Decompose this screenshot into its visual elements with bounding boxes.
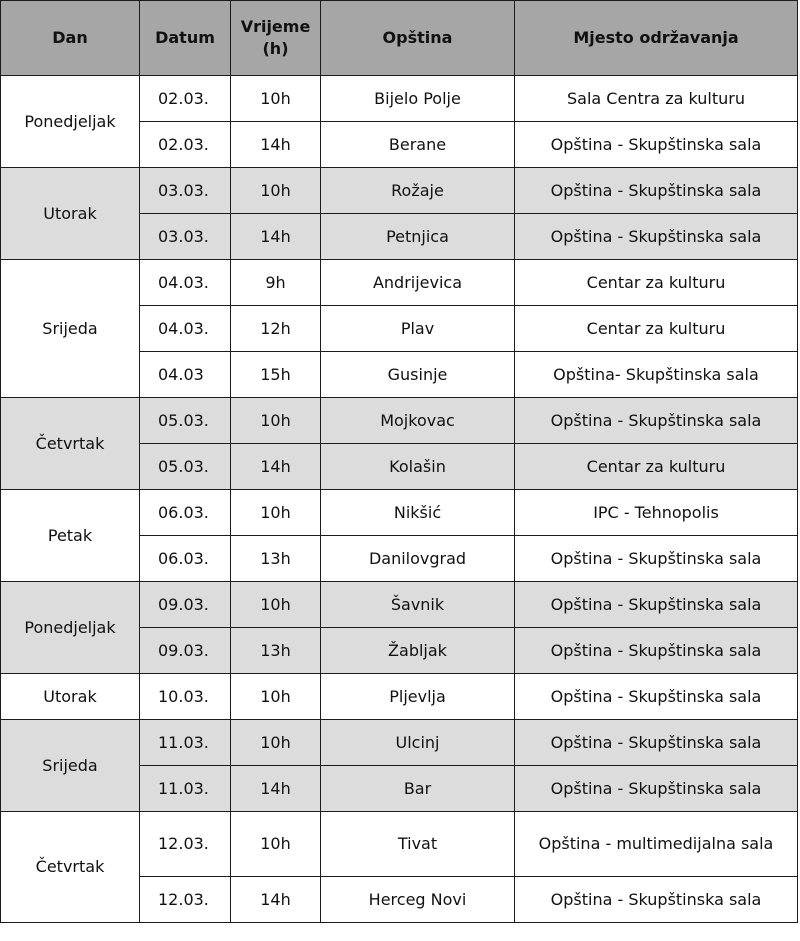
municipality-cell: Andrijevica (321, 260, 515, 306)
header-vrijeme: Vrijeme (h) (231, 1, 321, 76)
time-cell: 10h (231, 812, 321, 877)
municipality-cell: Petnjica (321, 214, 515, 260)
municipality-cell: Nikšić (321, 490, 515, 536)
venue-cell: Opština - Skupštinska sala (515, 877, 798, 923)
time-cell: 14h (231, 444, 321, 490)
venue-cell: Opština - Skupštinska sala (515, 720, 798, 766)
table-row (1, 260, 798, 306)
header-opstina: Opština (321, 1, 515, 76)
venue-cell: Opština - Skupštinska sala (515, 536, 798, 582)
date-cell: 03.03. (140, 168, 231, 214)
day-cell: Ponedjeljak (1, 582, 140, 674)
venue-cell: Opština - multimedijalna sala (515, 812, 798, 877)
date-cell: 04.03. (140, 306, 231, 352)
header-row (1, 1, 798, 76)
date-cell: 06.03. (140, 490, 231, 536)
day-cell: Ponedjeljak (1, 76, 140, 168)
day-cell: Četvrtak (1, 812, 140, 923)
venue-cell: Opština - Skupštinska sala (515, 214, 798, 260)
date-cell: 10.03. (140, 674, 231, 720)
municipality-cell: Mojkovac (321, 398, 515, 444)
time-cell: 10h (231, 168, 321, 214)
date-cell: 04.03 (140, 352, 231, 398)
venue-cell: Opština - Skupštinska sala (515, 582, 798, 628)
header-mjesto: Mjesto održavanja (515, 1, 798, 76)
venue-cell: IPC - Tehnopolis (515, 490, 798, 536)
date-cell: 02.03. (140, 76, 231, 122)
municipality-cell: Ulcinj (321, 720, 515, 766)
municipality-cell: Tivat (321, 812, 515, 877)
time-cell: 13h (231, 628, 321, 674)
time-cell: 14h (231, 214, 321, 260)
venue-cell: Opština - Skupštinska sala (515, 674, 798, 720)
venue-cell: Opština - Skupštinska sala (515, 122, 798, 168)
municipality-cell: Herceg Novi (321, 877, 515, 923)
time-cell: 10h (231, 76, 321, 122)
table-row (1, 674, 798, 720)
municipality-cell: Plav (321, 306, 515, 352)
venue-cell: Centar za kulturu (515, 306, 798, 352)
time-cell: 14h (231, 122, 321, 168)
date-cell: 04.03. (140, 260, 231, 306)
table-row (1, 76, 798, 122)
municipality-cell: Šavnik (321, 582, 515, 628)
municipality-cell: Berane (321, 122, 515, 168)
time-cell: 9h (231, 260, 321, 306)
date-cell: 06.03. (140, 536, 231, 582)
date-cell: 11.03. (140, 720, 231, 766)
day-cell: Petak (1, 490, 140, 582)
time-cell: 13h (231, 536, 321, 582)
venue-cell: Opština - Skupštinska sala (515, 168, 798, 214)
table-row (1, 168, 798, 214)
venue-cell: Opština - Skupštinska sala (515, 766, 798, 812)
header-datum: Datum (140, 1, 231, 76)
date-cell: 02.03. (140, 122, 231, 168)
time-cell: 10h (231, 490, 321, 536)
venue-cell: Centar za kulturu (515, 260, 798, 306)
date-cell: 12.03. (140, 812, 231, 877)
table-row (1, 490, 798, 536)
municipality-cell: Kolašin (321, 444, 515, 490)
time-cell: 10h (231, 582, 321, 628)
municipality-cell: Bar (321, 766, 515, 812)
schedule-body (1, 76, 798, 923)
time-cell: 14h (231, 766, 321, 812)
municipality-cell: Rožaje (321, 168, 515, 214)
day-cell: Utorak (1, 168, 140, 260)
date-cell: 03.03. (140, 214, 231, 260)
date-cell: 09.03. (140, 628, 231, 674)
date-cell: 11.03. (140, 766, 231, 812)
municipality-cell: Bijelo Polje (321, 76, 515, 122)
day-cell: Četvrtak (1, 398, 140, 490)
table-row (1, 582, 798, 628)
day-cell: Srijeda (1, 720, 140, 812)
table-row (1, 398, 798, 444)
header-dan: Dan (1, 1, 140, 76)
date-cell: 05.03. (140, 444, 231, 490)
venue-cell: Sala Centra za kulturu (515, 76, 798, 122)
day-cell: Srijeda (1, 260, 140, 398)
time-cell: 10h (231, 398, 321, 444)
date-cell: 12.03. (140, 877, 231, 923)
day-cell: Utorak (1, 674, 140, 720)
time-cell: 12h (231, 306, 321, 352)
time-cell: 15h (231, 352, 321, 398)
date-cell: 09.03. (140, 582, 231, 628)
date-cell: 05.03. (140, 398, 231, 444)
venue-cell: Opština - Skupštinska sala (515, 398, 798, 444)
venue-cell: Opština- Skupštinska sala (515, 352, 798, 398)
time-cell: 10h (231, 674, 321, 720)
time-cell: 14h (231, 877, 321, 923)
table-row (1, 812, 798, 877)
time-cell: 10h (231, 720, 321, 766)
municipality-cell: Danilovgrad (321, 536, 515, 582)
municipality-cell: Gusinje (321, 352, 515, 398)
venue-cell: Centar za kulturu (515, 444, 798, 490)
municipality-cell: Žabljak (321, 628, 515, 674)
table-row (1, 720, 798, 766)
venue-cell: Opština - Skupštinska sala (515, 628, 798, 674)
municipality-cell: Pljevlja (321, 674, 515, 720)
